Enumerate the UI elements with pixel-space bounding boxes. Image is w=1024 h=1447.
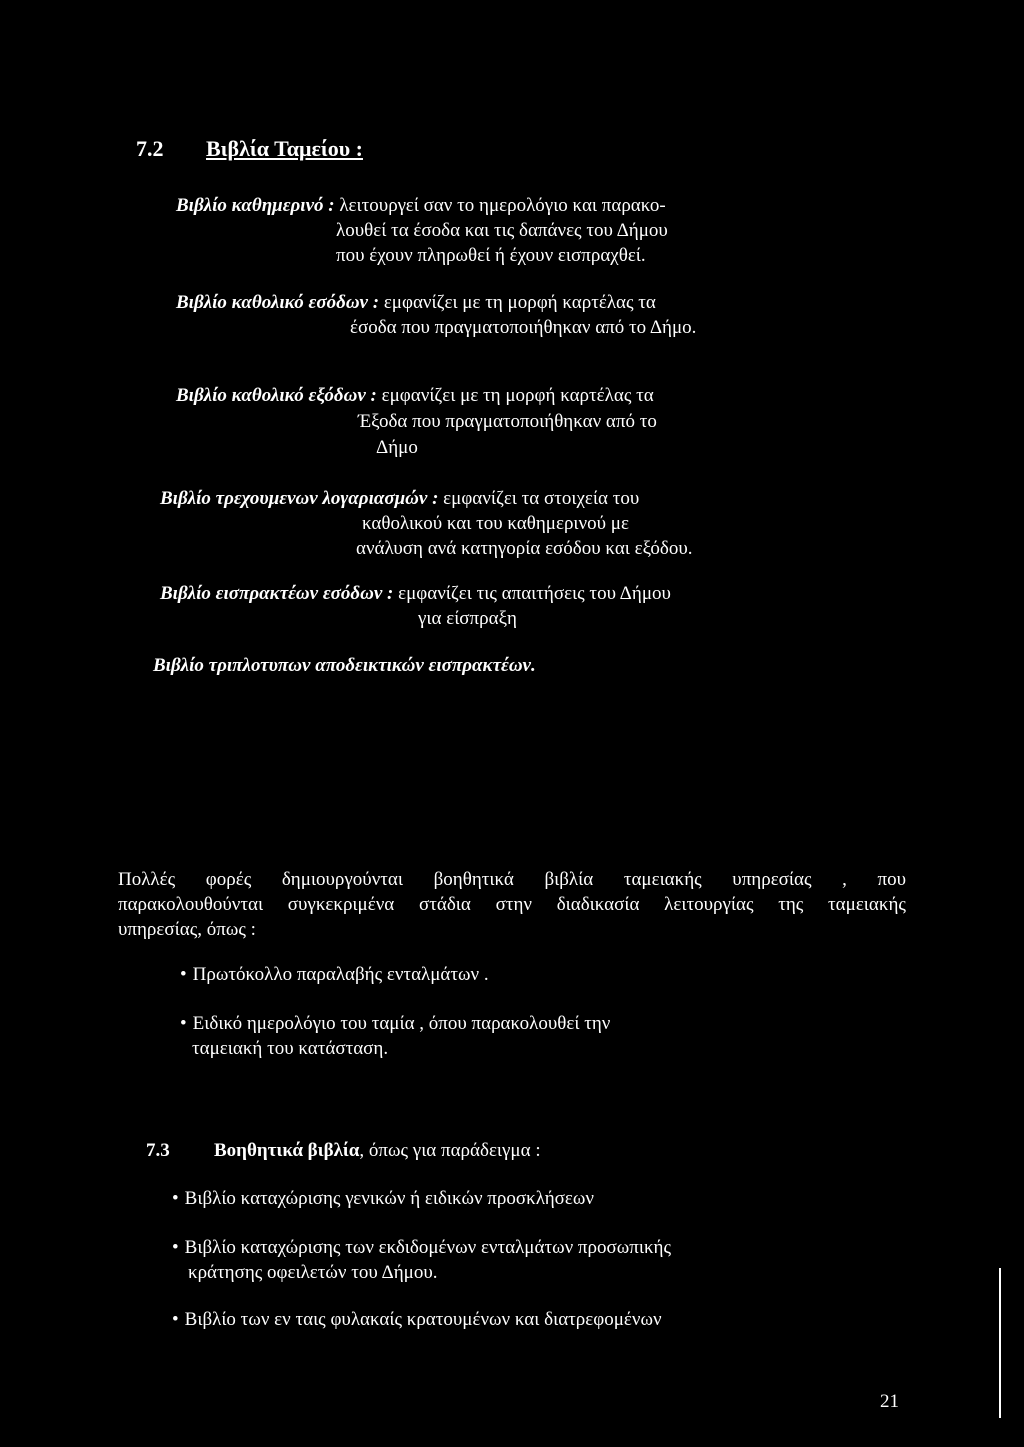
definition-text: που έχουν πληρωθεί ή έχουν εισπραχθεί. — [336, 245, 646, 266]
bullet-icon: • — [172, 1309, 179, 1330]
definition-triplicate: Βιβλίο τριπλοτυπων αποδεικτικών εισπρακτέων. — [153, 655, 536, 676]
list-item-text: Βιβλίο καταχώρισης γενικών ή ειδικών προσκλήσεων — [184, 1188, 594, 1209]
definition-term: Βιβλίο καθολικό εξόδων : — [176, 385, 377, 406]
definition-text: λειτουργεί σαν το ημερολόγιο και παρακο- — [339, 195, 666, 216]
list-item — [180, 962, 489, 987]
word: που — [877, 869, 906, 890]
word: Πολλές — [118, 869, 176, 890]
definition-term: Βιβλίο καθημερινό : — [176, 195, 335, 216]
list-item-text: Ειδικό ημερολόγιο του ταμία , όπου παρακολουθεί την — [192, 1013, 611, 1034]
word: βιβλία — [544, 869, 594, 890]
list-item-text: Βιβλίο καταχώρισης των εκδιδομένων ενταλμάτων προσωπικής — [184, 1237, 671, 1258]
definition-text: λουθεί τα έσοδα και τις δαπάνες του Δήμου — [336, 220, 668, 241]
word: λειτουργίας — [664, 894, 754, 915]
definition-text: εμφανίζει με τη μορφή καρτέλας τα — [381, 385, 654, 406]
word: ταμειακής — [828, 894, 906, 915]
list-item-text: ταμειακή του κατάσταση. — [192, 1038, 389, 1059]
definition-text: εμφανίζει με τη μορφή καρτέλας τα — [383, 292, 656, 313]
definition-term: Βιβλίο καθολικό εσόδων : — [176, 292, 380, 313]
definition-text: καθολικού και του καθημερινού με — [362, 513, 629, 534]
definition-text: ανάλυση ανά κατηγορία εσόδου και εξόδου. — [356, 538, 693, 559]
section-title-bold: Βοηθητικά βιβλία — [214, 1140, 360, 1161]
list-item-text: κράτησης οφειλετών του Δήμου. — [188, 1262, 438, 1283]
word: ταμειακής — [623, 869, 702, 890]
bullet-icon: • — [172, 1237, 179, 1258]
definition-term: Βιβλίο τρεχουμενων λογαριασμών : — [160, 488, 439, 509]
section-title: Βιβλία Ταμείου : — [206, 136, 363, 161]
bullet-icon: • — [180, 1013, 187, 1034]
definition-text: εμφανίζει τα στοιχεία του — [443, 488, 640, 509]
list-item — [172, 1186, 594, 1211]
word: διαδικασία — [556, 894, 640, 915]
definition-receivables — [160, 581, 671, 606]
definition-current-accounts — [160, 486, 639, 511]
word: στην — [495, 894, 532, 915]
bullet-icon: • — [172, 1188, 179, 1209]
definition-term: Βιβλίο εισπρακτέων εσόδων : — [160, 583, 394, 604]
definition-text: Έξοδα που πραγματοποιήθηκαν από το — [358, 411, 657, 432]
definition-daily — [176, 193, 666, 218]
definition-text: εμφανίζει τις απαιτήσεις του Δήμου — [398, 583, 671, 604]
definition-text: Δήμο — [376, 437, 418, 458]
word: δημιουργούνται — [281, 869, 403, 890]
word: συγκεκριμένα — [287, 894, 395, 915]
list-item-text: Βιβλίο των εν ταις φυλακαίς κρατουμένων και διατρεφομένων — [184, 1309, 662, 1330]
margin-line — [999, 1268, 1001, 1418]
list-item — [180, 1011, 610, 1036]
list-item — [172, 1307, 662, 1332]
definition-ledger-expense — [176, 383, 654, 408]
section-title-rest: , όπως για παράδειγμα : — [359, 1140, 541, 1161]
word: βοηθητικά — [433, 869, 514, 890]
definition-text: έσοδα που πραγματοποιήθηκαν από το Δήμο. — [350, 317, 697, 338]
word: παρακολουθούνται — [118, 894, 264, 915]
word: της — [778, 894, 804, 915]
word: , — [842, 869, 847, 890]
definition-ledger-income — [176, 290, 656, 315]
paragraph-line-3: υπηρεσίας, όπως : — [118, 919, 256, 940]
paragraph-line-1 — [118, 867, 906, 892]
section-title — [214, 1138, 541, 1163]
word: φορές — [205, 869, 252, 890]
section-number: 7.3 — [146, 1140, 170, 1161]
word: στάδια — [418, 894, 471, 915]
paragraph-line-2 — [118, 892, 906, 917]
word: υπηρεσίας — [732, 869, 812, 890]
list-item — [172, 1235, 671, 1260]
definition-text: για είσπραξη — [418, 608, 517, 629]
list-item-text: Πρωτόκολλο παραλαβής ενταλμάτων . — [192, 964, 489, 985]
bullet-icon: • — [180, 964, 187, 985]
page-number: 21 — [880, 1391, 899, 1412]
section-number: 7.2 — [136, 136, 164, 161]
